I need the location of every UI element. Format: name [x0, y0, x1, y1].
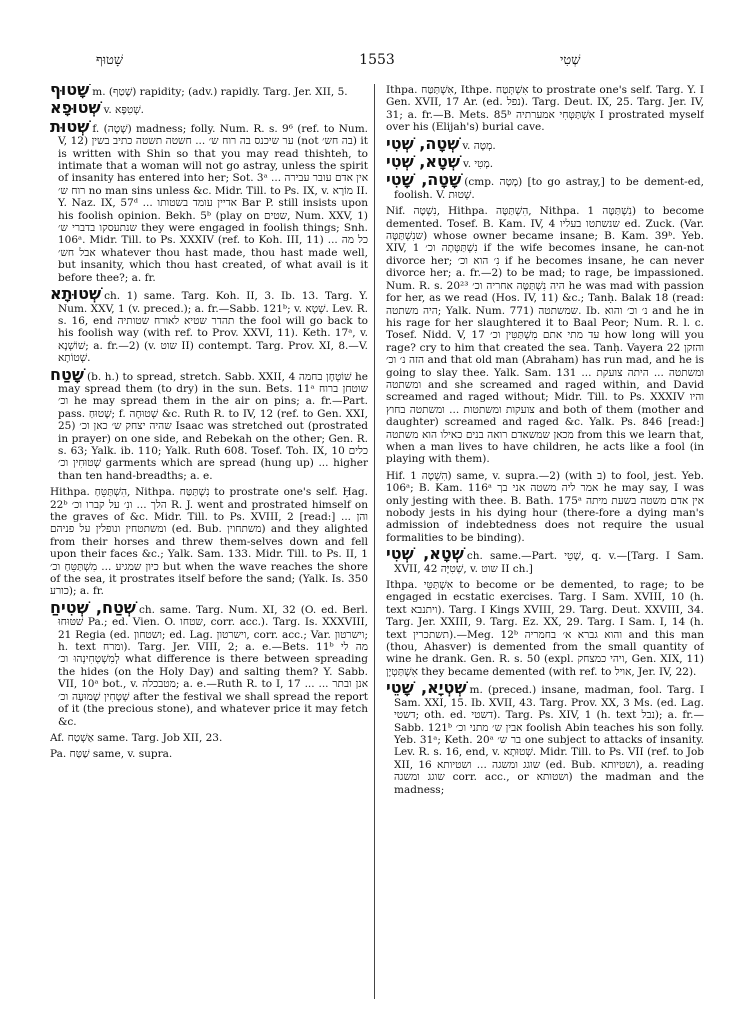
entry-text: Hithpa. הִשְׁתַּטֵּחַ, Nithpa. נִשְׁתַּטַּח to prostrate one's self. Ḥag. 22ᵇ הלך ... ונִ׳ על קברו וכ׳ R. J. went and prostrated himself on the graves of &c. Midr. Till. to Ps. XVIII, 2 [read:] והן ... ומשתטחין ונופלין על פניהם (ed. Bub. משתחוין) and they alighted from their horses and threw them-selves down and fell upon their faces &c.; Yalk. Sam. 133. Midr. Till. to Ps. II, 1 כיון שמגיע ... מִשְׁתַּטֵּחַ וכ׳ but when the wave reaches the shore of the sea, it prostrates itself before the sand; (Yalk. Is. 350 כורע); a. fr.: [50, 486, 368, 598]
dictionary-entry: [50, 116, 368, 284]
dictionary-entry: [50, 84, 368, 98]
dictionary-entry: [50, 486, 368, 598]
entry-headword: שְׁטָא, שְׁטִי: [386, 152, 461, 172]
entry-headword: שְׁטַח, שְׁטִיחַ: [50, 597, 136, 617]
left-column: [50, 84, 368, 1004]
entry-text: Pa. שַׁטַּח same, v. supra.: [50, 748, 173, 761]
right-column: [386, 84, 704, 1004]
entry-text: v. מְטִי.: [463, 158, 494, 171]
entry-text: Ithpa. אִשְׁתַּטֵּי to become or be demented, to rage; to be engaged in ecstatic exercises. Targ. I Sam. XVIII, 10 (h. text ויתנבא). Targ. I Kings XVIII, 29. Targ. Deut. XXVIII, 34. Targ. Jer. XXIII, 9. Targ. Ez. XX, 29. Targ. I Sam. I, 14 (h. text תשתכרין).—Meg. 12ᵇ והוא גברא א׳ בחמריה and this man (thou, Ahasver) is demented from the small quantity of wine he drank. Gen. R. s. 50 (expl. ויהי כמצחק, Gen. XIX, 11) אִשְׁתַּטְיָן they became demented (with ref. to אויל, Jer. IV, 22).: [386, 579, 704, 678]
dictionary-entry: [386, 133, 704, 153]
entry-text: m. (preced.) insane, madman, fool. Targ. I Sam. XXI, 15. Ib. XVII, 43. Targ. Prov. XX, 3 Ms. (ed. Lag. דשטי; oth. ed. דשטי). Targ. Ps. XIV, 1 (h. text נבל); a. fr.—Sabb. 121ᵇ אבין ש׳ מתני וכ׳ foolish Abin teaches his son folly. Yeb. 31ᵃ; Keth. 20ᵃ בר ש׳ one subject to attacks of insanity. Lev. R. s. 16, end, v. שְׁטוּתָא. Midr. Till. to Ps. VII (ref. to Job XII, 16 שוגג ומשגה ... ושטיותא (ed. Bub. ושטיותא), a. reading שוגג ומשגה corr. acc., or ושטותא) the madman and the madness;: [394, 684, 704, 796]
entry-text: ch. 1) same. Targ. Koh. II, 3. Ib. 13. Targ. Y. Num. XXV, 1 (v. preced.); a. fr.—Sabb. 121ᵇ; v. שְׁטָא. Lev. R. s. 16, end תהדר שטיא לאורח שטותיה the fool will go back to his foolish way (with ref. to Prov. XXVI, 11). Keth. 17ᵃ, v. שׁוֹשְׁנָא; a. fr.—2) (v. שוט II) contempt. Targ. Prov. XI, 8.—V. שְׁטוֹתָא.: [58, 290, 368, 365]
dictionary-entry: [386, 544, 704, 575]
dictionary-entry: [50, 364, 368, 483]
dictionary-entry: [386, 470, 704, 544]
running-head-left: שָׁטוּף: [96, 53, 124, 68]
entry-headword: שְׁטוּתָא: [50, 284, 102, 304]
entry-headword: שְׁטָא, שְׁטִי: [386, 544, 464, 564]
dictionary-entry: [386, 84, 704, 134]
entry-headword: שְׁטוּפָא: [50, 98, 101, 118]
entry-headword: שָׁטָה, שָׁטִי: [386, 170, 462, 190]
entry-text: v. שְׁטִפָּא.: [103, 104, 144, 117]
entry-headword: שָׁטוּף: [50, 84, 90, 99]
entry-headword: שְׁטָה, שְׁטִי: [386, 133, 460, 153]
dictionary-entry: [50, 284, 368, 365]
dictionary-entry: [386, 205, 704, 466]
entry-text: Nif. נִשְׁטָה, Hithpa. הִשְׁתַּטָּה, Nithpa. נִשְׁתַּטָּה 1) to become demented. Tosef. B. Kam. IV, 4 שנשתטו בעליו ed. Zuck. (Var. שנִשְׁתַּטָּה) whose owner became insane; B. Kam. 39ᵇ. Yeb. XIV, 1 נִשְׁתַּטְּתָה וכ׳ if the wife becomes insane, he can-not divorce her; נִ׳ הוא וכ׳ if he becomes insane, he can never divorce her; a. fr.—2) to be mad; to rage, be impassioned. Num. R. s. 20²³ היה נִשְׁתַּטֶּה אחריה וכ׳ he was mad with passion for her, as we read (Hos. IV, 11) &c.; Tanḥ. Balak 18 (read: היה משתטה; Yalk. Num. 771) שמשתטה. Ib. נ׳ וכ׳ והוא and he in his rage for her slaughtered it to Baal Peor; Num. R. l. c. Tosef. Nidd. V, 17 עד מתי אתם מִשְׁתַּטִּין וכ׳ how long will you rage? cry to him that created the sea. Tanḥ. Vayera 22 והזקן הזה נ׳ וכ׳ and that old man (Abraham) has run mad, and he is going to slay thee. Yalk. Sam. 131 ... ומשתטה ... היתה צועקת ומשתטה and she screamed and raged within, and David screamed and raged without; Midr. Till. to Ps. XXXIV והיו צועקות ומשתטות ... ומשתטה בחוץ and both of them (mother and daughter) screamed and raged &c. Yalk. Ps. 846 [read:] מכאן שמשאדם רואה בנים כאילו הוא משתטה from this we learn that, when a man lives to have children, he acts like a fool (in playing with them).: [386, 205, 704, 466]
entry-text: f. (שָׁטָה) madness; folly. Num. R. s. 9⁶ (ref. to Num. V, 12) ער שיכנס בה רוח ש׳ ... חשטה תשטה כתיב בשין (not בה חש׳) it is written with Shin so that you may read thishteh, to intimate that a woman will not go astray, unless the spirit of insanity has entered into her; Sot. 3ᵃ אין אדם עובר עבירה ... רוח ש׳ no man sins unless &c. Midr. Till. to Ps. IX, v. מוֹרָא II. Y. Naz. IX, 57ᵈ ... אדיין עומד בשטותו Bar P. still insists upon his foolish opinion. Bekh. 5ᵇ (play on שטים, Num. XXV, 1) שנתעסקו בדברי ש׳ they were engaged in foolish things; Snh. 106ᵃ. Midr. Till. to Ps. XXXIV (ref. to Koh. III, 11) כל מה ... אבל חש׳ whatever thou hast made, thou hast made well, but insanity, which thou hast created, of what avail is it before thee?; a. fr.: [58, 122, 368, 284]
entry-text: Ithpa. אִשְׁתַּטַּח, Ithpe. אִשְׁתְּטַח to prostrate one's self. Targ. Y. I Gen. XVII, 17 Ar. (ed. נפל). Targ. Deut. IX, 25. Targ. Jer. IV, 31; a. fr.—B. Mets. 85ᵇ אִשְׁתַּטְּחִי אמערתיה I prostrated myself over his (Elijah's) burial cave.: [386, 84, 704, 134]
entry-headword: שְׁטְיָא, שָׁטֵי: [386, 678, 467, 698]
dictionary-entry: [386, 579, 704, 678]
dictionary-entry: [386, 170, 704, 201]
dictionary-entry: [50, 748, 368, 760]
running-head-right: שְׁטִי: [560, 53, 581, 68]
entry-text: Af. אַשְׁטַח same. Targ. Job XII, 23.: [50, 731, 223, 744]
entry-text: Hif. הִשְׁטָה 1) same, v. supra.—2) (with ב) to fool, jest. Yeb. 106ᵃ; B. Kam. 116ᵃ אמר ליה משטה אני בך he may say, I was only jesting with thee. B. Bath. 175ᵃ אין אדם משטה בשעת מיתה nobody jests in his dying hour (there-fore a dying man's admission of indebtedness does not require the usual formalities to be binding).: [386, 469, 704, 544]
dictionary-entry: [50, 597, 368, 728]
dictionary-entry: [386, 152, 704, 172]
entry-text: ch. same. Targ. Num. XI, 32 (O. ed. Berl. שׁטּוּחוּ Pa.; ed. Vien. O. שטחו, corr. acc.). Targ. Is. XXXVIII, 21 Regia (ed. ושטחון; ed. Lag. וישרטון, corr. acc.; Var. וישרטון; h. text ומרח). Targ. Jer. VIII, 2; a. e.—Bets. 11ᵇ מה לי לְמִשְׁטְחִינְהוּ וכ׳ what difference is there between spreading the hides (on the Holy Day) and salting them? Y. Sabb. VII, 10ᵃ bot., v. מטבכלה; a. e.—Ruth R. to I, 17 ... אנן ובתר ... שְׁטָחִין שְׁמוּעָה וכ׳ after the festival we shall spread the report of it (the precious stone), and whatever price it may fetch &c.: [58, 603, 368, 728]
dictionary-entry: [50, 732, 368, 744]
entry-text: (b. h.) to spread, stretch. Sabb. XXII, 4 שׁוֹטְחָן בחמה he may spread them (to dry) in the sun. Bets. 11ᵃ שוטחן ברוח וכ׳ he may spread them in the air on pins; a. fr.—Part. pass. שָׁטוּחַ; f. שְׁטוּחָה &c. Ruth R. to IV, 12 (ref. to Gen. XXI, 25) שהיה יצחק ש׳ כאן וכ׳ Isaac was stretched out (prostrated in prayer) on one side, and Rebekah on the other; Gen. R. s. 63; Yalk. ib. 110; Yalk. Ruth 608. Tosef. Toh. IX, 10 כלים שְׁטוּחִין וכ׳ garments which are spread (hung up) ... higher than ten hand-breadths; a. e.: [58, 370, 368, 482]
entry-headword: שְׁטוּת: [50, 116, 90, 136]
entry-text: (cmp. מָטָה) [to go astray,] to be dement-ed, foolish. V. שְׁטוּת.: [394, 176, 704, 201]
page-number: 1553: [359, 52, 395, 68]
entry-text: v. מְטָה.: [462, 139, 496, 152]
column-divider: [374, 84, 375, 999]
dictionary-entry: [50, 98, 368, 118]
entry-text: m. (שָׁטַף) rapidity; (adv.) rapidly. Targ. Jer. XII, 5.: [92, 86, 348, 98]
entry-text: ch. same.—Part. שָׁטֵי, q. v.—[Targ. I Sam. XVII, 42 שְׁטִיָּה, v. שוט II ch.]: [394, 550, 704, 575]
entry-headword: שָׁטַח: [50, 364, 84, 384]
dictionary-entry: [386, 678, 704, 796]
